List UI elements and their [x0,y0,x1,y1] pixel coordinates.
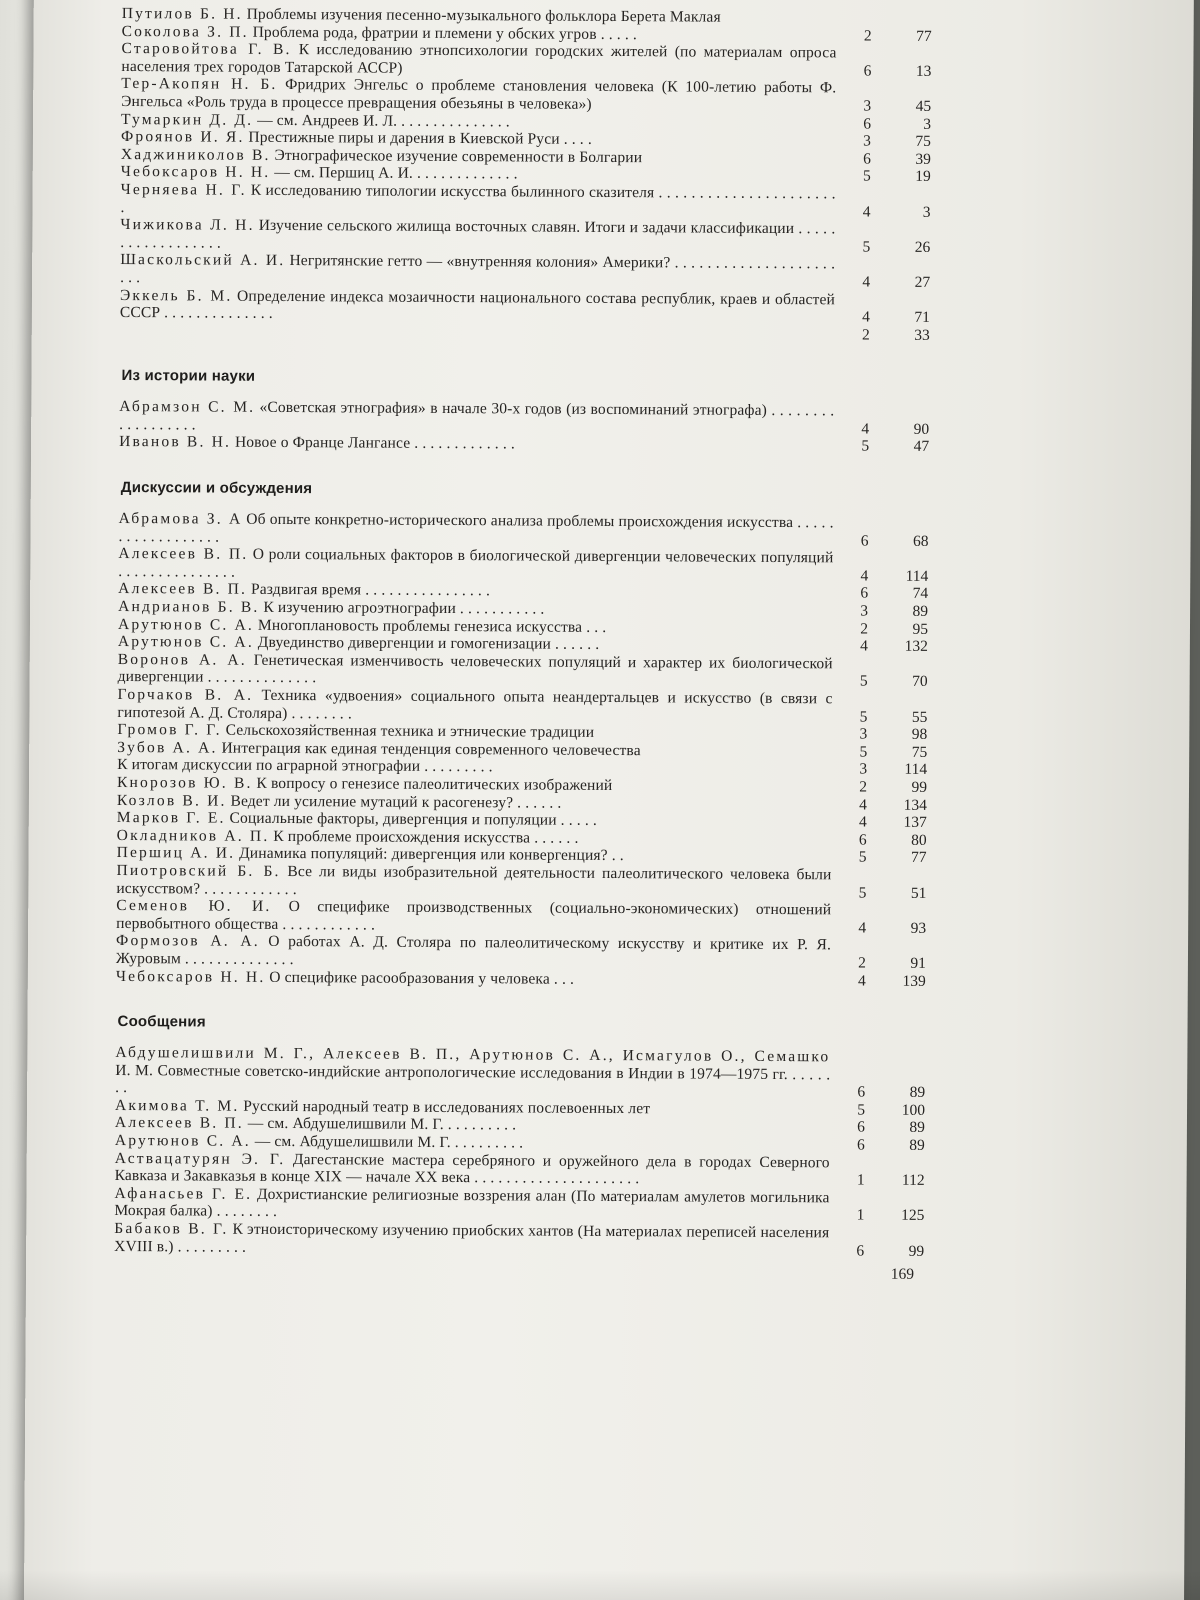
entry-page-number: 71 [914,308,930,327]
entry-reference [837,849,927,867]
entry-text [120,286,930,326]
entry-author: Першиц А. И. [116,844,236,863]
entry-page-number: 134 [903,796,927,814]
entry-title: К вопросу о генезисе палеолитических изображений [256,774,613,794]
entry-page-number: 114 [905,567,929,585]
entry-author: Тер-Акопян Н. Б. [121,75,278,94]
entry-issue-number: 5 [861,437,870,456]
entry-issue-number: 6 [857,1118,865,1137]
entry-issue-number: 6 [863,150,871,168]
index-entry [116,932,926,972]
entry-page-number: 47 [913,438,930,456]
entry-title: Проблемы изучения песенно-музыкального фольклора Берета Маклая [246,5,721,26]
entry-reference [837,761,927,779]
entry-title: Все ли виды изобразительной деятельности палеолитического человека были искусством? . . . . . . . . . . . . [116,862,832,898]
entry-text [117,686,927,726]
entry-issue-number: 6 [856,1242,865,1260]
entry-page-number: 80 [911,831,927,849]
entry-author: Абрамзон С. М. [119,398,256,417]
entry-issue-number: 4 [860,637,868,655]
entry-title: Престижные пиры и дарения в Киевской Руси . . . . [248,128,592,149]
entry-text [116,862,926,902]
entry-title: К этноисторическому изучению приобских хантов (На материалах переписей населения XVIII в.) . . . . . . . . . [114,1220,830,1256]
entry-page-number: 99 [911,778,928,796]
entry-author: Марков Г. Е. [116,809,226,827]
index-entry [120,181,930,221]
entry-issue-number: 4 [860,567,869,585]
section-heading: Сообщения [117,1013,206,1031]
entry-text [118,545,928,585]
entry-reference [837,708,927,726]
entry-reference [835,1084,925,1102]
entry-text [116,897,926,937]
entry-text [118,510,928,550]
entry-title: Дагестанские мастера серебряного и оружейного дела в городах Северного Кавказа и Закавказья в конце XIX — начале XX века . . . . . . . . . . . . . . . . . . . . . [114,1150,830,1188]
entry-reference [836,972,926,990]
entry-reference [836,884,926,902]
entry-page-number: 39 [915,150,931,168]
entry-issue-number: 1 [856,1171,865,1189]
entry-author: Акимова Т. М. [115,1096,240,1115]
entry-page-number: 75 [911,743,928,761]
entry-text [119,398,929,438]
entry-page-number: 26 [914,238,931,256]
index-entry [118,545,928,585]
entry-issue-number: 3 [860,602,869,620]
entry-page-number: 99 [908,1242,925,1260]
entry-title: Этнографическое изучение современности в Болгарии [274,146,643,166]
entry-page-number: 132 [904,638,928,656]
entry-title: Многоплановость проблемы генезиса искусства . . . [257,616,607,636]
index-entry [116,897,926,937]
entry-title: Новое о Франце Лангансе . . . . . . . . . . . . . [234,434,515,453]
entry-title: Раздвигая время . . . . . . . . . . . . . . . . [250,581,491,600]
entry-reference [841,168,931,186]
entry-title: — см. Абдушелишвили М. Г. . . . . . . . . . [247,1115,517,1134]
entry-title: О специфике расообразования у человека . . . [269,968,575,988]
entry-page-number: 77 [916,27,932,45]
index-entry [118,651,928,691]
entry-page-number: 89 [909,1136,925,1154]
entry-reference [840,203,930,221]
entry-title: Фридрих Энгельс о проблеме становления человека (К 100-летию работы Ф. Энгельса «Роль труда в процессе превращения обезьяны в человека») [121,76,837,113]
entry-issue-number: 4 [858,919,867,937]
entry-issue-number: 2 [861,326,870,344]
entry-issue-number: 5 [858,848,867,866]
index-entry [120,322,930,345]
entry-author: Арутюнов С. А. [117,615,255,634]
entry-page-number: 137 [903,813,927,832]
entry-author: Формозов А. А. [116,932,260,951]
index-entry [114,1185,924,1225]
entry-issue-number: 3 [863,132,872,150]
entry-author: Громов Г. Г. [117,721,222,739]
entry-reference [835,1172,925,1190]
entry-title: Русский народный театр в исследованиях послевоенных лет [243,1097,651,1118]
entry-issue-number: 5 [859,708,868,726]
entry-text [116,967,926,990]
entry-reference [834,1207,924,1225]
entry-reference [836,954,926,972]
entry-page-number: 33 [914,326,930,344]
index-entry [121,40,931,80]
index-entry [116,862,926,902]
entry-page-number: 68 [912,532,929,550]
entry-reference [838,638,928,656]
entry-page-number: 89 [909,1119,925,1137]
entry-title: — см. Абдушелишвили М. Г. . . . . . . . . . [254,1132,524,1152]
entry-reference [837,796,927,814]
entry-title: Генетическая изменчивость человеческих популяций и характер их биологической дивергенции . . . . . . . . . . . . . . [117,651,833,687]
entry-issue-number: 6 [860,584,869,603]
entry-issue-number: 5 [862,238,871,256]
entry-text [116,932,926,972]
entry-reference [842,27,932,45]
index-entry [120,216,930,256]
entry-reference [836,919,926,937]
entry-reference [837,778,927,796]
entry-title: Проблема рода, фратрии и племени у обских угров . . . . . [252,23,638,43]
entry-issue-number: 2 [863,27,872,45]
entry-text [115,1150,925,1190]
entry-issue-number: 6 [863,62,872,80]
entry-author: Эккель Б. М. [119,286,233,305]
entry-title: — см. Першиц А. И. . . . . . . . . . . . . . [274,164,518,183]
index-text-block [114,4,932,1284]
entry-issue-number: 4 [862,273,871,291]
entry-author: Окладников А. П. [116,826,270,845]
entry-title: И. М. Совместные советско-индийские антропологические исследования в Индии в 1974—1975 гг. . . . . . . . [115,1061,831,1097]
index-entry [115,1150,925,1190]
index-entry [118,510,928,550]
entry-author: Чижикова Л. Н. [120,216,255,234]
entry-issue-number: 2 [860,620,869,638]
entry-page-number: 13 [915,62,932,80]
entry-reference [837,726,927,744]
entry-author: Путилов Б. Н. [121,4,243,23]
index-entry [119,433,929,456]
entry-issue-number: 6 [857,1083,866,1101]
entry-author: Тумаркин Д. Д. [121,110,254,129]
entry-reference [841,133,931,151]
entry-author: Козлов В. И. [116,791,227,810]
entry-page-number: 95 [912,620,929,638]
entry-author: Фроянов И. Я. [120,128,245,146]
entry-issue-number: 3 [859,725,868,743]
entry-author: Афанасьев Г. Е. [114,1184,253,1203]
entry-title: Интеграция как единая тенденция современного человечества [221,739,641,759]
bottom-shadow [0,1570,1200,1600]
index-entry [120,251,930,291]
entry-reference [838,567,928,585]
entry-page-number: 139 [902,972,926,990]
entry-page-number: 125 [901,1207,925,1225]
entry-issue-number: 4 [859,796,867,814]
entry-author: Бабаков В. Г. [114,1220,229,1238]
entry-title: О роли социальных факторов в биологической дивергенции человеческих популяций . . . . . . . . . . . . . . . [118,546,834,581]
index-entry [121,75,931,115]
entry-page-number: 77 [911,849,927,867]
entry-reference [835,1136,925,1154]
entry-issue-number: 6 [858,831,867,849]
entry-issue-number: 3 [863,97,872,115]
entry-issue-number: 6 [863,115,872,133]
entry-author: Шаскольский А. И. [120,251,286,270]
entry-title: О специфике производственных (социально-экономических) отношений первобытного общества . . . . . . . . . . . . [116,898,832,934]
entry-author: Горчаков В. А. [117,685,254,704]
entry-issue-number: 5 [859,672,868,690]
index-entry [115,1044,925,1102]
entry-page-number: 112 [901,1172,925,1190]
entry-title: Динамика популяций: дивергенция или конвергенция? . . [239,845,624,865]
entry-issue-number: 5 [858,884,867,902]
entry-author: Арутюнов С. А. [117,633,254,652]
section-heading: Из истории науки [121,367,256,386]
entry-title: Изучение сельского жилища восточных славян. Итоги и задачи классификации . . . . . . . . . . . . . . . . . . [120,216,836,252]
entry-reference [838,602,928,620]
entry-issue-number: 4 [862,203,871,221]
entry-author: Алексеев В. П. [118,545,249,564]
entry-author: Абдушелишвили М. Г., Алексеев В. П., Арутюнов С. А., Исмагулов О., Семашко [115,1044,831,1066]
entry-author: Аствацатурян Э. Г. [114,1149,286,1168]
entry-page-number: 91 [910,954,926,972]
entry-author: Черняева Н. Г. [120,180,247,199]
entry-reference [838,585,928,603]
index-entry [120,286,930,326]
entry-page-number: 51 [910,884,927,902]
entry-title: Негритянские гетто — «внутренняя колония» Америки? . . . . . . . . . . . . . . . . . . . . . . . [120,252,836,287]
entry-title: — см. Андреев И. Л. . . . . . . . . . . . . . . [257,111,510,130]
entry-page-number: 27 [914,273,931,291]
entry-reference [839,438,929,456]
entry-page-number: 19 [915,168,931,186]
entry-title: К итогам дискуссии по аграрной этнографии . . . . . . . . . [117,756,493,776]
entry-title: Сельскохозяйственная техника и этнические традиции [225,721,595,742]
entry-issue-number: 4 [858,972,866,990]
entry-title: Дохристианские религиозные воззрения алан (По материалам амулетов могильника Мокрая балка) . . . . . . . . [114,1185,830,1221]
entry-author: Абрамова З. А [118,510,243,528]
entry-title: К проблеме происхождения искусства . . . . . . [273,827,579,847]
entry-reference [840,238,930,256]
entry-reference [841,62,931,80]
entry-page-number: 100 [901,1101,926,1119]
entry-issue-number: 2 [859,778,868,796]
entry-issue-number: 5 [862,167,871,185]
index-entry [114,1220,924,1260]
entry-issue-number: 4 [858,813,867,831]
entry-author: Старовойтова Г. В. [121,40,292,59]
entry-reference [838,620,928,638]
entry-issue-number: 3 [859,760,868,778]
entry-page-number: 75 [915,133,932,151]
entry-author: Чебоксаров Н. Н. [115,967,266,986]
entry-title: К изучению агроэтнографии . . . . . . . . . . . [263,598,545,618]
entry-page-number: 98 [911,726,928,744]
entry-text [119,433,929,456]
entry-reference [835,1101,925,1119]
entry-text [120,216,930,256]
entry-title: Двуединство дивергенции и гомогенизации . . . . . . [257,634,600,654]
entry-author: Алексеев В. П. [114,1114,244,1133]
entry-reference [838,673,928,691]
section-heading: Дискуссии и обсуждения [120,479,313,498]
entry-reference [837,831,927,849]
entry-reference [840,308,930,326]
entry-issue-number: 2 [858,954,866,972]
entry-page-number: 93 [910,919,927,937]
index-entry [116,967,926,990]
entry-reference [835,1119,925,1137]
entry-page-number: 45 [915,97,932,115]
entry-issue-number: 5 [859,743,868,761]
entry-reference [837,814,927,832]
entry-page-number: 3 [922,203,931,221]
entry-author: Чебоксаров Н. Н. [120,163,271,182]
index-page [24,0,1194,1600]
entry-author: Кнорозов Ю. В. [116,773,253,792]
entry-page-number: 74 [912,585,929,603]
entry-text [115,1044,925,1102]
index-entry [119,398,929,438]
entry-author: Зубов А. А. [117,738,218,757]
entry-author: Соколова З. П. [121,22,249,41]
entry-title: Определение индекса мозаичности национального состава республик, краев и областей СССР . . . . . . . . . . . . . . [119,287,836,323]
entry-issue-number: 5 [857,1101,866,1119]
entry-page-number: 3 [923,115,932,133]
entry-author: Воронов А. А. [117,650,247,669]
entry-text [118,651,928,691]
entry-reference [834,1242,924,1260]
entry-text [114,1220,924,1260]
entry-author: Иванов В. Н. [119,433,232,452]
entry-reference [840,326,930,344]
entry-reference [839,420,929,438]
entry-reference [841,150,931,168]
entry-title: К исследованию типологии искусства былинного сказителя . . . . . . . . . . . . . . . . . . . . . . . [120,181,836,216]
entry-page-number: 114 [904,761,928,779]
entry-reference [842,9,932,27]
entry-title: Социальные факторы, дивергенция и популяции . . . . . [229,809,597,830]
entry-title: К исследованию этнопсихологии городских жителей (по материалам опроса населения трех городов Татарской АССР) [121,41,837,77]
entry-page-number: 89 [912,602,929,620]
entry-title: Ведет ли усиление мутаций к расогенезу? . . . . . . [230,792,562,812]
entry-issue-number: 1 [856,1206,865,1224]
entry-title: О работах А. Д. Столяра по палеолитическому искусству и критике их Р. Я. Журовым . . . . . . . . . . . . . . [115,933,832,968]
entry-author: Хаджиниколов В. [120,145,271,164]
entry-reference [841,115,931,133]
entry-text [120,251,930,291]
entry-reference [838,532,928,550]
entry-author: Арутюнов С. А. [114,1132,251,1150]
entry-title: «Советская этнография» в начале 30-х годов (из воспоминаний этнографа) . . . . . . . . . . . . . . . . . . [119,399,835,434]
entry-issue-number: 4 [862,308,870,326]
entry-issue-number: 6 [857,1136,865,1154]
entry-page-number: 89 [909,1084,926,1102]
entry-author: Андрианов Б. В. [118,598,260,616]
entry-text [114,1185,924,1225]
entry-reference [841,97,931,115]
entry-text [121,40,931,80]
entry-text [120,181,930,221]
entry-title: Об опыте конкретно-исторического анализа проблемы происхождения искусства . . . . . . . . . . . . . . . . . . [118,510,834,546]
entry-title: Техника «удвоения» социального опыта неандертальцев и искусство (в связи с гипотезой А. Д. Столяра) . . . . . . . . [117,686,833,723]
entry-issue-number: 6 [860,532,869,550]
index-entry [117,686,927,726]
entry-author: Пиотровский Б. Б. [116,861,281,880]
entry-author: Семенов Ю. И. [116,897,272,916]
page-number: 169 [890,1265,915,1284]
entry-reference [840,273,930,291]
entry-text [120,322,930,345]
entry-text [121,75,931,115]
entry-issue-number: 4 [861,420,870,438]
entry-page-number: 90 [913,420,930,438]
entry-page-number: 55 [911,708,928,726]
entry-page-number: 70 [912,673,928,691]
entry-author: Алексеев В. П. [118,580,248,599]
entry-reference [837,743,927,761]
